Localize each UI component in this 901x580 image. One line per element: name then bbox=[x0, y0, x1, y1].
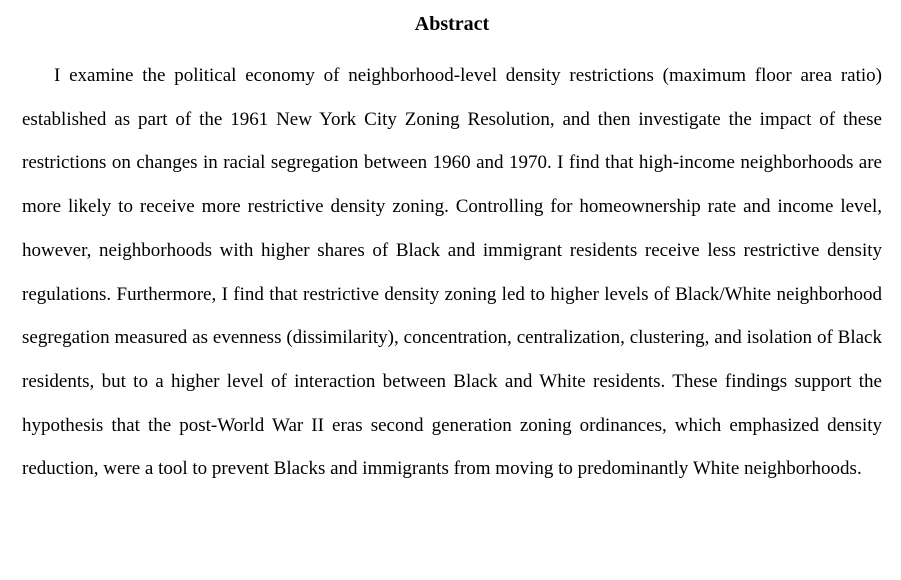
abstract-paragraph: I examine the political economy of neighborhood-level density restrictions (maximum floor area ratio) established as part of the 1961 New York City Zoning Resolution, and then investigate the impact of these restrictions on changes in racial segregation between 1960 and 1970. I find that high-income neighborhoods are more likely to receive more restrictive density zoning. Controlling for homeownership rate and income level, however, neighborhoods with higher shares of Black and immigrant residents receive less restrictive density regulations. Furthermore, I find that restrictive density zoning led to higher levels of Black/White neighborhood segregation measured as evenness (dissimilarity), concentration, centralization, clustering, and isolation of Black residents, but to a higher level of interaction between Black and White residents. These findings support the hypothesis that the post-World War II eras second generation zoning ordinances, which emphasized density reduction, were a tool to prevent Blacks and immigrants from moving to predominantly White neighborhoods. bbox=[22, 65, 882, 480]
abstract-heading: Abstract bbox=[414, 13, 490, 35]
